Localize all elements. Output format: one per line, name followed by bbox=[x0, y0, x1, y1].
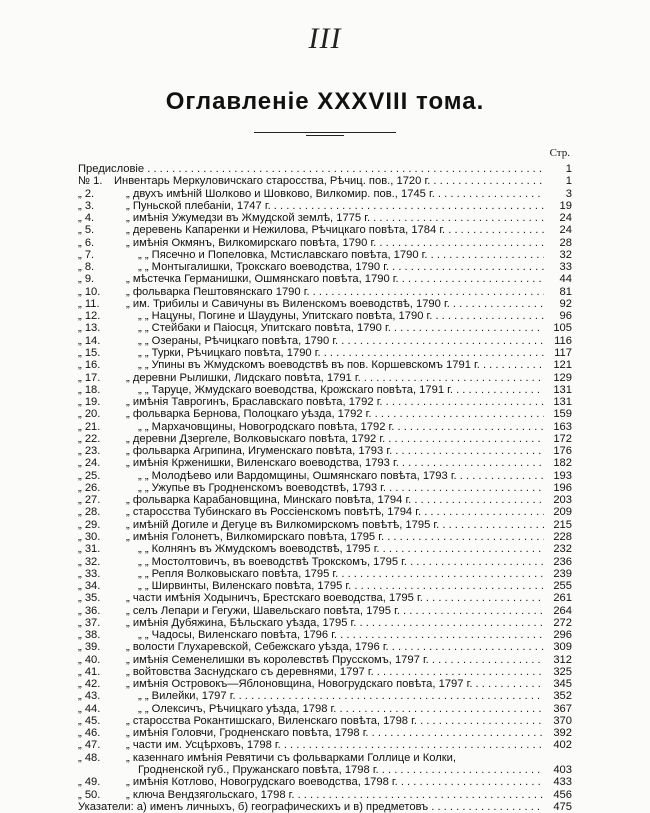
toc-entry-page: 32 bbox=[559, 248, 572, 261]
toc-entry-title: „ войтовства Заснудскаго съ деревнями, 1797 г. . . . bbox=[114, 666, 544, 678]
toc-entry bbox=[78, 605, 572, 617]
toc-entry-title: „ „ Ужупье въ Гродненскомъ воеводствѣ, 1793 г. . . . bbox=[114, 482, 544, 494]
toc-entry-number: „ 16. bbox=[78, 359, 101, 372]
page-column-header: Стр. bbox=[549, 147, 570, 159]
toc-entry bbox=[78, 556, 572, 568]
toc-entry-title: „ „ Чадосы, Виленскаго повѣта, 1796 г. . . . bbox=[114, 629, 544, 641]
toc-entry-page: 28 bbox=[559, 236, 572, 249]
toc-entry bbox=[78, 506, 572, 518]
toc-entry bbox=[78, 273, 572, 285]
toc-entry-title: Инвентарь Меркуловичскаго старосства, Рѣчиц. пов., 1720 г. . . . bbox=[114, 175, 544, 187]
toc-entry bbox=[78, 531, 572, 543]
toc-entry-page: 209 bbox=[553, 506, 572, 519]
toc-entry-title: „ старосства Рокантишскаго, Виленскаго повѣта, 1798 г. . . . bbox=[114, 715, 544, 727]
toc-entry bbox=[78, 163, 572, 175]
toc-entry bbox=[78, 494, 572, 506]
toc-entry bbox=[78, 482, 572, 494]
toc-entry bbox=[78, 654, 572, 666]
toc-entry-title: „ „ Мостолтовичъ, въ воеводствѣ Трокскомъ, 1795 г. . . . bbox=[114, 556, 544, 568]
toc-entry-number: „ 21. bbox=[78, 420, 101, 433]
toc-entry-number: „ 11. bbox=[78, 297, 100, 310]
toc-entry-page: 105 bbox=[553, 322, 572, 335]
toc-entry-title: „ имѣнія Крженишки, Виленскаго воеводства, 1793 г. . . . bbox=[114, 457, 544, 469]
title-divider bbox=[254, 132, 396, 133]
toc-entry-title: Указатели: а) именъ личныхъ, б) географическихъ и в) предметовъ . . . bbox=[78, 801, 544, 813]
toc-entry bbox=[78, 715, 572, 727]
toc-entry-number: „ 39. bbox=[78, 641, 101, 654]
toc-entry bbox=[78, 335, 572, 347]
toc-entry bbox=[78, 789, 572, 801]
toc-entry-page: 367 bbox=[553, 702, 572, 715]
toc-entry-number: „ 22. bbox=[78, 432, 101, 445]
toc-entry-number: „ 47. bbox=[78, 739, 101, 752]
toc-entry-number: „ 13. bbox=[78, 322, 101, 335]
toc-entry-page: 312 bbox=[553, 653, 572, 666]
toc-entry-title: „ деревни Дзергеле, Волковыскаго повѣта, 1792 г. . . . bbox=[114, 433, 544, 445]
toc-entry-title: Гродненской губ., Пружанскаго повѣта, 1798 г. . . . bbox=[78, 764, 544, 776]
toc-entry-page: 392 bbox=[553, 727, 572, 740]
toc-entry-page: 196 bbox=[553, 481, 572, 494]
toc-entry-title: „ селъ Лепари и Гегужи, Шавельскаго повѣта, 1795 г. . . . bbox=[114, 605, 544, 617]
toc-entry-title: „ имѣнія Семенелишки въ королевствѣ Прусскомъ, 1797 г. . . . bbox=[114, 654, 544, 666]
toc-entry bbox=[78, 752, 572, 764]
toc-entry-page: 215 bbox=[553, 518, 572, 531]
toc-entry-page: 24 bbox=[559, 224, 572, 237]
volume-numeral-handwritten: III bbox=[308, 22, 342, 55]
toc-entry bbox=[78, 519, 572, 531]
toc-entry-number: „ 17. bbox=[78, 371, 101, 384]
toc-entry-title: „ „ Репля Волковыскаго повѣта, 1795 г. . . . bbox=[114, 568, 544, 580]
toc-entry-page: 96 bbox=[559, 310, 572, 323]
toc-entry-number: „ 36. bbox=[78, 604, 101, 617]
toc-entry-number: „ 6. bbox=[78, 236, 95, 249]
toc-entry bbox=[78, 286, 572, 298]
toc-entry-number: „ 48. bbox=[78, 751, 101, 764]
toc-entry-title: Предисловіе . . . bbox=[78, 163, 544, 175]
toc-entry bbox=[78, 384, 572, 396]
toc-entry-title: „ „ Монтыгалишки, Трокскаго воеводства, 1790 г. . . . bbox=[114, 261, 544, 273]
toc-entry-number: „ 14. bbox=[78, 334, 101, 347]
toc-entry-page: 255 bbox=[553, 580, 572, 593]
toc-entry-number: „ 29. bbox=[78, 518, 101, 531]
toc-entry-page: 176 bbox=[553, 445, 572, 458]
toc-entry-number: „ 24. bbox=[78, 457, 101, 470]
toc-entry-page: 92 bbox=[559, 297, 572, 310]
toc-entry-page: 475 bbox=[553, 800, 572, 813]
toc-entry-number: „ 25. bbox=[78, 469, 101, 482]
toc-entry-title: „ „ Колнянъ въ Жмудскомъ воеводствѣ, 1795 г. . . . bbox=[114, 543, 544, 555]
toc-entry-number: „ 8. bbox=[78, 261, 95, 274]
toc-entry-title: „ „ Вилейки, 1797 г. . . . bbox=[114, 690, 544, 702]
toc-entry-number: „ 50. bbox=[78, 788, 101, 801]
toc-entry-page: 264 bbox=[553, 604, 572, 617]
toc-entry-title: „ „ Турки, Рѣчицкаго повѣта, 1790 г. . . . bbox=[114, 347, 544, 359]
toc-entry-number: „ 9. bbox=[78, 273, 95, 286]
toc-entry-title: „ части им. Усцѣрховъ, 1798 г. . . . bbox=[114, 739, 544, 751]
toc-entry-number: „ 30. bbox=[78, 530, 101, 543]
toc-entry bbox=[78, 592, 572, 604]
toc-entry-number: „ 43. bbox=[78, 690, 101, 703]
toc-entry-title: „ „ Мархачовщины, Новогродскаго повѣта, 1792 г. . . . bbox=[114, 421, 544, 433]
toc-entry-number: „ 44. bbox=[78, 702, 101, 715]
toc-entry-title: „ имѣнія Таврогинъ, Браславскаго повѣта, 1792 г. . . . bbox=[114, 396, 544, 408]
toc-entry-number: „ 27. bbox=[78, 494, 101, 507]
toc-entry-page: 121 bbox=[553, 359, 572, 372]
toc-entry-title: „ фольварка Агрипина, Игуменскаго повѣта, 1793 г. . . . bbox=[114, 445, 544, 457]
toc-entry-page: 129 bbox=[553, 371, 572, 384]
toc-entry-title: „ имѣнія Головчи, Гродненскаго повѣта, 1798 г. . . . bbox=[114, 727, 544, 739]
toc-entry bbox=[78, 568, 572, 580]
toc-entry bbox=[78, 678, 572, 690]
toc-entry bbox=[78, 310, 572, 322]
toc-entry-title: „ двухъ имѣній Шолково и Шовково, Вилкомир. пов., 1745 г. . . . bbox=[114, 188, 544, 200]
toc-entry bbox=[78, 445, 572, 457]
toc-entry-title: „ старосства Тубинскаго въ Россіенскомъ повѣтѣ, 1794 г. . . . bbox=[114, 506, 544, 518]
toc-entry bbox=[78, 372, 572, 384]
toc-entry-number: „ 4. bbox=[78, 212, 95, 225]
toc-entry-page: 1 bbox=[565, 175, 572, 188]
toc-entry bbox=[78, 617, 572, 629]
toc-entry-title: „ имѣнія Дубяжина, Бѣльскаго уѣзда, 1795 г. . . . bbox=[114, 617, 544, 629]
toc-entry-title: „ „ Ширвинты, Виленскаго повѣта, 1795 г. . . . bbox=[114, 580, 544, 592]
toc-entry-title: „ фольварка Бернова, Полоцкаго уѣзда, 1792 г. . . . bbox=[114, 408, 544, 420]
toc-entry-page: 163 bbox=[553, 420, 572, 433]
toc-entry bbox=[78, 470, 572, 482]
toc-entry-page: 232 bbox=[553, 543, 572, 556]
toc-entry-title: „ деревень Капаренки и Нежилова, Рѣчицкаго повѣта, 1784 г. . . . bbox=[114, 224, 544, 236]
toc-entry-number: „ 3. bbox=[78, 199, 95, 212]
toc-entry-page: 3 bbox=[565, 187, 572, 200]
toc-entry-page: 456 bbox=[553, 788, 572, 801]
toc-entry bbox=[78, 249, 572, 261]
toc-entry bbox=[78, 703, 572, 715]
toc-entry-number: „ 35. bbox=[78, 592, 101, 605]
toc-entry-page: 159 bbox=[553, 408, 572, 421]
toc-entry-page: 117 bbox=[554, 346, 572, 359]
toc-entry bbox=[78, 457, 572, 469]
toc-entry-page: 33 bbox=[559, 261, 572, 274]
toc-entry-title: „ части имѣнія Ходыничъ, Брестскаго воеводства, 1795 г. . . . bbox=[114, 592, 544, 604]
toc-entry-number: „ 12. bbox=[78, 310, 101, 323]
toc-entry-title: „ „ Олексичъ, Рѣчицкаго уѣзда, 1798 г. . . . bbox=[114, 703, 544, 715]
toc-entry bbox=[78, 690, 572, 702]
toc-entry-number: „ 32. bbox=[78, 555, 101, 568]
toc-entry-number: „ 15. bbox=[78, 346, 101, 359]
toc-entry-page: 261 bbox=[553, 592, 572, 605]
toc-entry bbox=[78, 801, 572, 813]
toc-entry-page: 433 bbox=[553, 776, 572, 789]
toc-entry-title: „ имѣнія Ужумедзи въ Жмудской землѣ, 1775 г. . . . bbox=[114, 212, 544, 224]
toc-entry-number: „ 5. bbox=[78, 224, 95, 237]
toc-entry-page: 403 bbox=[553, 764, 572, 777]
toc-entry bbox=[78, 764, 572, 776]
toc-entry-page: 116 bbox=[554, 334, 572, 347]
toc-entry-number: „ 34. bbox=[78, 580, 101, 593]
toc-entry-page: 193 bbox=[553, 469, 572, 482]
toc-entry-title: „ имѣній Догиле и Дегуце въ Вилкомирскомъ повѣтѣ, 1795 г. . . . bbox=[114, 519, 544, 531]
page-title: Оглавленіе XXXVIII тома. bbox=[165, 88, 485, 115]
toc-entry-page: 352 bbox=[553, 690, 572, 703]
toc-entry-title: „ казеннаго имѣнія Ревятичи съ фольварками Голлице и Колки, bbox=[126, 751, 457, 764]
toc-entry-page: 402 bbox=[553, 739, 572, 752]
toc-entry-page: 236 bbox=[553, 555, 572, 568]
toc-entry-number: „ 28. bbox=[78, 506, 101, 519]
toc-entry-page: 19 bbox=[559, 199, 572, 212]
toc-entry-title: „ ключа Вендзягольскаго, 1798 г. . . . bbox=[114, 789, 544, 801]
toc-entry bbox=[78, 200, 572, 212]
toc-entry-title: „ мѣстечка Германишки, Ошмянскаго повѣта, 1790 г. . . . bbox=[114, 273, 544, 285]
toc-entry bbox=[78, 212, 572, 224]
toc-entry-title: „ „ Озераны, Рѣчицкаго повѣта, 1790 г. . . . bbox=[114, 335, 544, 347]
toc-entry-page: 203 bbox=[553, 494, 572, 507]
table-of-contents bbox=[78, 163, 572, 813]
toc-entry-title: „ фольварка Карабановщина, Минскаго повѣта, 1794 г. . . . bbox=[114, 494, 544, 506]
toc-entry-page: 44 bbox=[559, 273, 572, 286]
toc-entry-page: 325 bbox=[553, 665, 572, 678]
toc-entry-title: „ им. Трибилы и Савичуны въ Виленскомъ воеводствѣ, 1790 г. . . . bbox=[114, 298, 544, 310]
toc-entry bbox=[78, 739, 572, 751]
toc-entry-number: „ 18. bbox=[78, 383, 101, 396]
toc-entry bbox=[78, 224, 572, 236]
toc-entry-page: 239 bbox=[553, 567, 572, 580]
toc-entry-number: „ 2. bbox=[78, 187, 95, 200]
toc-entry-title: „ имѣнія Котлово, Новогрудскаго воеводства, 1798 г. . . . bbox=[114, 776, 544, 788]
toc-entry-title: „ имѣнія Островокъ—Яблоновщина, Новогрудскаго повѣта, 1797 г. . . . bbox=[114, 678, 544, 690]
toc-entry-number: № 1. bbox=[78, 175, 103, 188]
toc-entry-number: „ 37. bbox=[78, 616, 101, 629]
toc-entry-title: „ имѣнія Окмянъ, Вилкомирскаго повѣта, 1790 г. . . . bbox=[114, 237, 544, 249]
toc-entry-page: 272 bbox=[553, 616, 572, 629]
toc-entry bbox=[78, 433, 572, 445]
toc-entry-page: 172 bbox=[553, 432, 572, 445]
toc-entry-number: „ 10. bbox=[78, 285, 101, 298]
toc-entry-title: „ „ Стейбаки и Паіосця, Упитскаго повѣта, 1790 г. . . . bbox=[114, 322, 544, 334]
toc-entry bbox=[78, 421, 572, 433]
toc-entry bbox=[78, 580, 572, 592]
toc-entry-page: 296 bbox=[553, 629, 572, 642]
toc-entry-title: „ волости Глухаревской, Себежскаго уѣзда, 1796 г. . . . bbox=[114, 641, 544, 653]
toc-entry-title: „ „ Молодѣево или Вардомщины, Ошмянскаго повѣта, 1793 г. . . . bbox=[114, 470, 544, 482]
toc-entry-title: „ Пуньской плебаніи, 1747 г. . . . bbox=[114, 200, 544, 212]
toc-entry-page: 81 bbox=[559, 285, 572, 298]
toc-entry-number: „ 23. bbox=[78, 445, 101, 458]
toc-entry bbox=[78, 298, 572, 310]
toc-entry-page: 131 bbox=[553, 396, 572, 409]
toc-entry-page: 1 bbox=[565, 163, 572, 175]
toc-entry-number: „ 42. bbox=[78, 678, 101, 691]
toc-entry bbox=[78, 543, 572, 555]
toc-entry-page: 345 bbox=[553, 678, 572, 691]
toc-entry-title: „ „ Таруце, Жмудскаго воеводства, Крожскаго повѣта, 1791 г. . . . bbox=[114, 384, 544, 396]
toc-entry-number: „ 31. bbox=[78, 543, 101, 556]
toc-entry-number: „ 7. bbox=[78, 248, 95, 261]
toc-entry-title: „ „ Упины въ Жмудскомъ воеводствѣ въ пов. Коршевскомъ 1791 г. . . . bbox=[114, 359, 544, 371]
toc-entry-title: „ деревни Рылишки, Лидскаго повѣта, 1791 г. . . . bbox=[114, 372, 544, 384]
toc-entry-number: „ 38. bbox=[78, 629, 101, 642]
toc-entry-number: „ 49. bbox=[78, 776, 101, 789]
toc-entry-title: „ „ Нацуны, Погине и Шаудуны, Упитскаго повѣта, 1790 г. . . . bbox=[114, 310, 544, 322]
toc-entry-title: „ фольварка Пештовянскаго 1790 г. . . . bbox=[114, 286, 544, 298]
toc-entry bbox=[78, 396, 572, 408]
toc-entry bbox=[78, 322, 572, 334]
toc-entry bbox=[78, 347, 572, 359]
toc-entry-number: „ 26. bbox=[78, 481, 101, 494]
toc-entry-number: „ 40. bbox=[78, 653, 101, 666]
toc-entry bbox=[78, 776, 572, 788]
toc-entry-title: „ имѣнія Голонетъ, Вилкомирскаго повѣта, 1795 г. . . . bbox=[114, 531, 544, 543]
toc-entry bbox=[78, 666, 572, 678]
toc-entry bbox=[78, 641, 572, 653]
toc-entry bbox=[78, 359, 572, 371]
toc-entry-page: 228 bbox=[553, 530, 572, 543]
toc-entry-page: 309 bbox=[553, 641, 572, 654]
toc-entry-page: 182 bbox=[553, 457, 572, 470]
toc-entry-number: „ 19. bbox=[78, 396, 101, 409]
toc-entry bbox=[78, 408, 572, 420]
toc-entry-number: „ 33. bbox=[78, 567, 101, 580]
toc-entry-page: 370 bbox=[553, 714, 572, 727]
toc-entry-number: „ 41. bbox=[78, 665, 101, 678]
toc-entry bbox=[78, 261, 572, 273]
toc-entry bbox=[78, 727, 572, 739]
toc-entry-number: „ 46. bbox=[78, 727, 101, 740]
toc-entry-title: „ „ Пясечно и Попеловка, Мстиславскаго повѣта, 1790 г. . . . bbox=[114, 249, 544, 261]
toc-entry-page: 24 bbox=[559, 212, 572, 225]
toc-entry-number: „ 20. bbox=[78, 408, 101, 421]
toc-entry bbox=[78, 237, 572, 249]
toc-entry-page: 131 bbox=[553, 383, 572, 396]
toc-entry bbox=[78, 188, 572, 200]
toc-entry-number: „ 45. bbox=[78, 714, 101, 727]
toc-entry bbox=[78, 175, 572, 187]
toc-entry bbox=[78, 629, 572, 641]
